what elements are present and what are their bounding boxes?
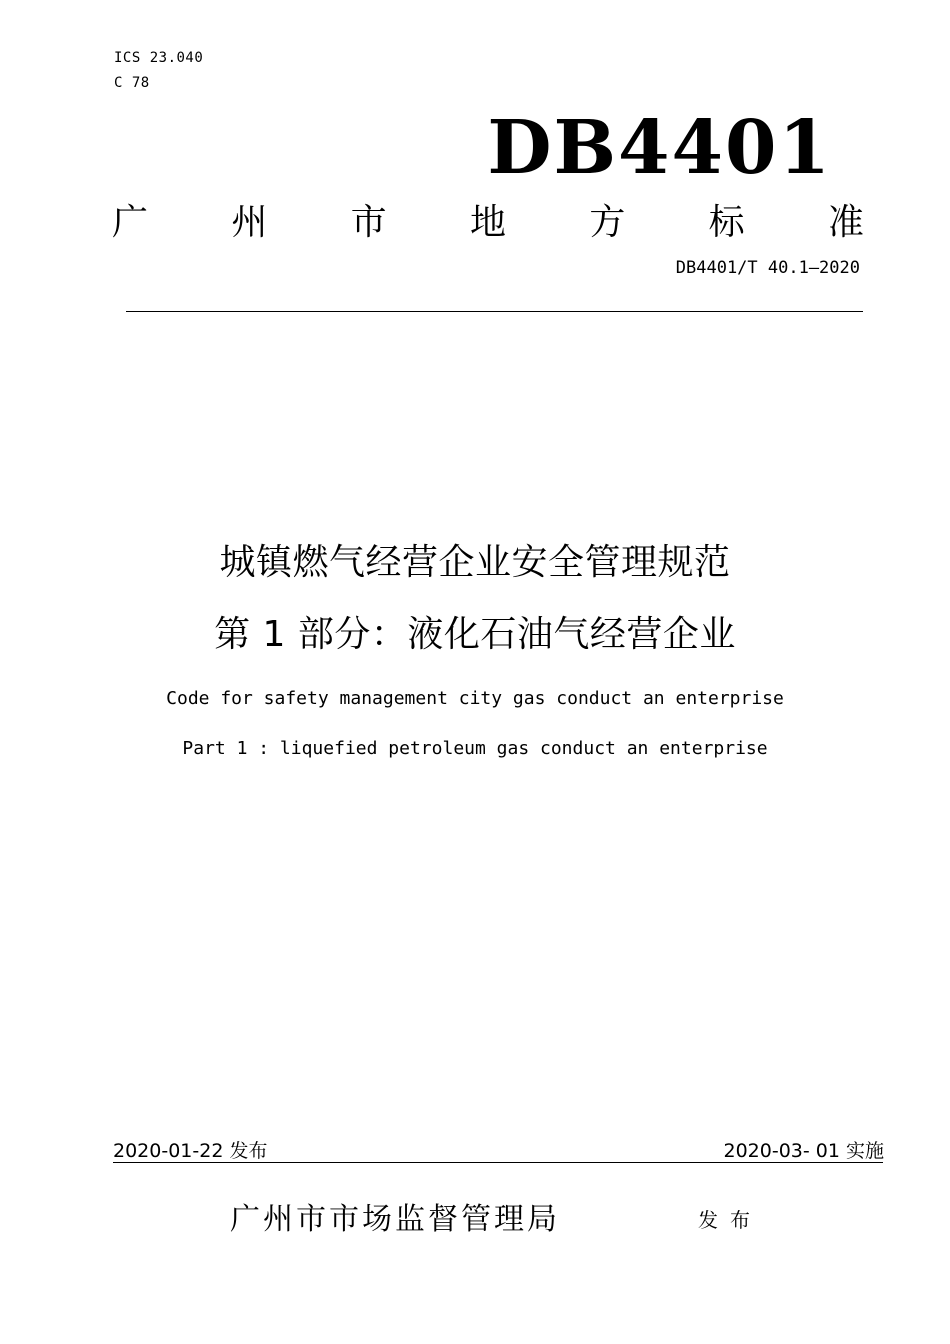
title-en-line1: Code for safety management city gas conduct an enterprise	[166, 688, 784, 709]
standard-type-char: 标	[708, 202, 745, 243]
issue-label: 发布	[698, 1208, 762, 1232]
standard-type-char: 地	[469, 202, 506, 243]
implement-date: 2020-03- 01 实施	[723, 1140, 884, 1162]
ics-code: ICS 23.040	[114, 50, 204, 66]
publish-date: 2020-01-22 发布	[113, 1140, 268, 1162]
issuer: 广州市市场监督管理局	[230, 1202, 560, 1237]
standard-type-char: 市	[350, 202, 387, 243]
standard-type-char: 广	[112, 202, 149, 243]
header-divider	[126, 311, 863, 312]
footer-divider	[113, 1162, 883, 1163]
standard-type-char: 方	[589, 202, 626, 243]
title-cn-line1: 城镇燃气经营企业安全管理规范	[219, 542, 731, 583]
title-cn-line2: 第 1 部分：液化石油气经营企业	[214, 614, 736, 655]
standard-type-char: 准	[827, 202, 864, 243]
standard-type-char: 州	[231, 202, 268, 243]
title-en-line2: Part 1 : liquefied petroleum gas conduct an enterprise	[182, 738, 768, 759]
ccs-code: C 78	[114, 75, 150, 91]
standard-number: DB4401/T 40.1—2020	[675, 258, 860, 278]
standard-type	[112, 200, 864, 246]
standard-code: DB4401	[487, 105, 832, 191]
